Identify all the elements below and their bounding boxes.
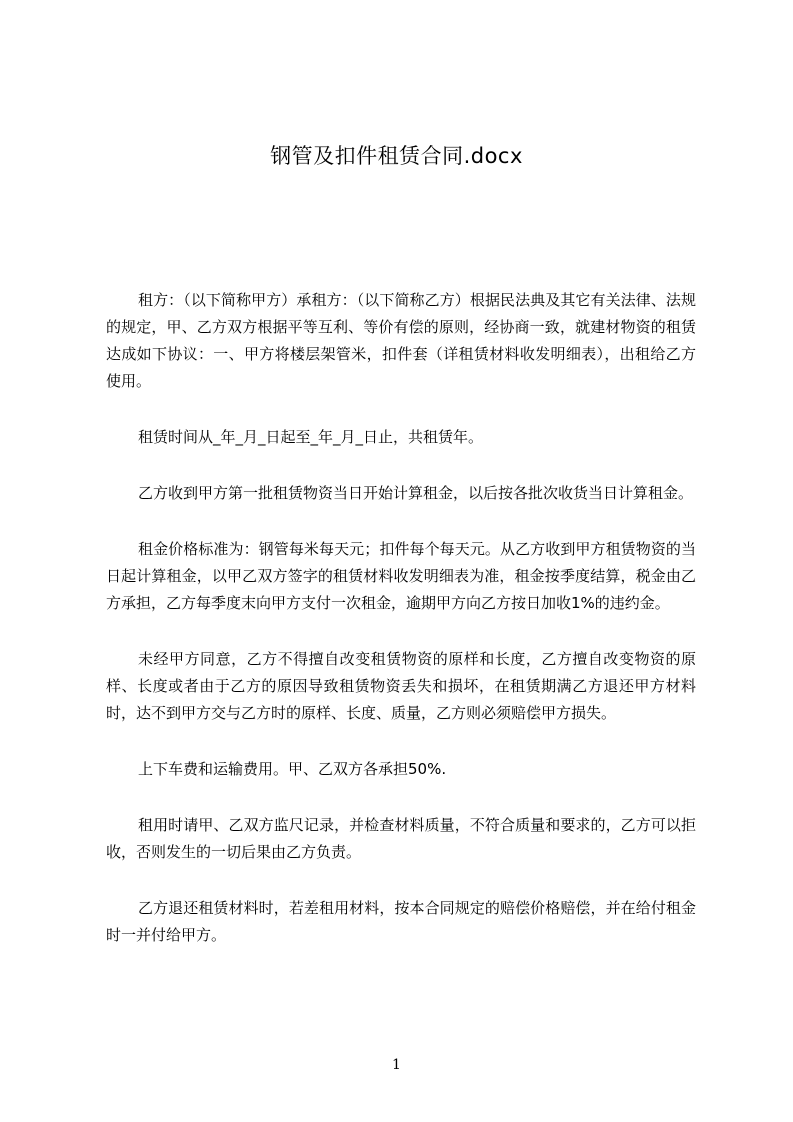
paragraph-lease-period: 租赁时间从_年_月_日起至_年_月_日止，共租赁年。 (138, 428, 484, 446)
paragraph-return-compensation: 乙方退还租赁材料时，若差租用材料，按本合同规定的赔偿价格赔偿，并在给付租金时一并付给甲方。 (106, 899, 696, 944)
paragraph-rent-start: 乙方收到甲方第一批租赁物资当日开始计算租金，以后按各批次收货当日计算租金。 (138, 484, 694, 502)
paragraph-material-integrity: 未经甲方同意，乙方不得擅自改变租赁物资的原样和长度，乙方擅自改变物资的原样、长度或者由于乙方的原因导致租赁物资丢失和损坏，在租赁期满乙方退还甲方材料时，达不到甲方交与乙方时的原样、长度、质量，乙方则必须赔偿甲方损失。 (106, 650, 696, 722)
document-body (106, 287, 696, 978)
paragraph-rent-price: 租金价格标准为：钢管每米每天元；扣件每个每天元。从乙方收到甲方租赁物资的当日起计算租金，以甲乙双方签字的租赁材料收发明细表为准，租金按季度结算，税金由乙方承担，乙方每季度末向甲方支付一次租金，逾期甲方向乙方按日加收1%的违约金。 (106, 540, 696, 612)
paragraph-transport-fees: 上下车费和运输费用。甲、乙双方各承担50%. (138, 760, 447, 778)
document-title: 钢管及扣件租赁合同.docx (270, 144, 523, 168)
page-number: 1 (392, 1057, 401, 1073)
paragraph-parties: 租方：（以下简称甲方）承租方：（以下简称乙方）根据民法典及其它有关法律、法规的规定，甲、乙方双方根据平等互利、等价有偿的原则，经协商一致，就建材物资的租赁达成如下协议：一、甲方将楼层架管米，扣件套（详租赁材料收发明细表），出租给乙方使用。 (106, 291, 696, 390)
paragraph-inspection: 租用时请甲、乙双方监尺记录，并检查材料质量，不符合质量和要求的，乙方可以拒收，否则发生的一切后果由乙方负责。 (106, 816, 696, 861)
